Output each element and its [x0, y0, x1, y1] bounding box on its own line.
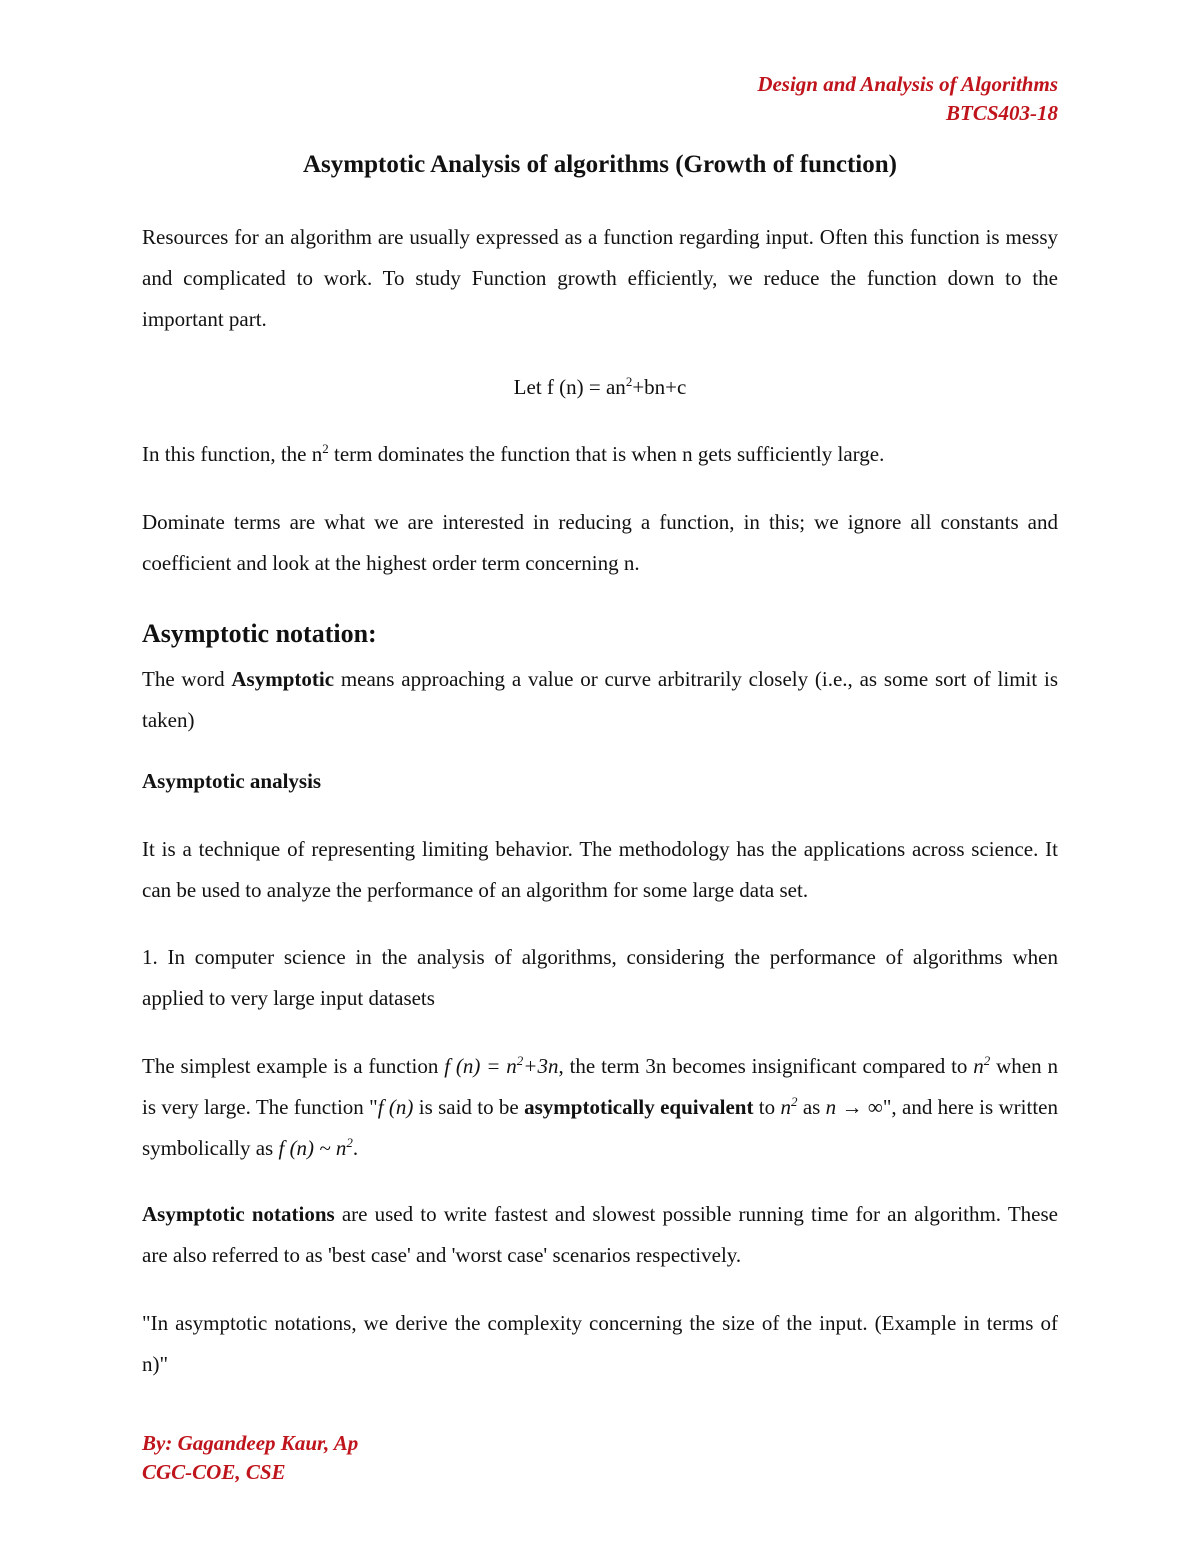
course-title: Design and Analysis of Algorithms: [757, 72, 1058, 96]
department: CGC-COE, CSE: [142, 1460, 286, 1484]
example-paragraph: The simplest example is a function f $(n) = n^2+3n$, the term 3n becomes insignificant compared to $n^2$ when n is very large. The function "f (n) is said to be asymptotically equivalent to $n^2$ as n → ∞", and here is written symbolically as f (n) ~ $n^2$.: [142, 1053, 1058, 1160]
notations-paragraph: Asymptotic notations are used to write fastest and slowest possible running time for an algorithm. These are also referred to as 'best case' and 'worst case' scenarios respectively.: [142, 1202, 1058, 1267]
intro-paragraph: Resources for an algorithm are usually expressed as a function regarding input. Often this function is messy and complicated to work. To study Function growth efficiently, we reduce the function down to the important part.: [142, 225, 1058, 331]
quote-paragraph: "In asymptotic notations, we derive the complexity concerning the size of the input. (Example in terms of n)": [142, 1311, 1058, 1376]
document-title: Asymptotic Analysis of algorithms (Growth of function): [303, 151, 897, 178]
subheading: Asymptotic analysis: [142, 769, 322, 793]
dominates-paragraph: In this function, the $n^2$ term dominates the function that is when n gets sufficiently large.: [142, 441, 885, 466]
section-heading: Asymptotic notation:: [142, 619, 377, 648]
course-code: BTCS403-18: [945, 101, 1058, 125]
author: By: Gagandeep Kaur, Ap: [142, 1431, 359, 1455]
technique-paragraph: It is a technique of representing limiting behavior. The methodology has the applications across science. It can be used to analyze the performance of an algorithm for some large data set.: [142, 837, 1058, 902]
equation: Let f $(n) = an^2+bn+c$: [513, 374, 687, 399]
page-footer: [142, 1429, 358, 1487]
definition-paragraph: The word Asymptotic means approaching a value or curve arbitrarily closely (i.e., as some sort of limit is taken): [142, 667, 1059, 732]
page-header: [757, 70, 1058, 128]
point-one-paragraph: 1. In computer science in the analysis of algorithms, considering the performance of algorithms when applied to very large input datasets: [142, 945, 1058, 1010]
dominate-terms-paragraph: Dominate terms are what we are interested in reducing a function, in this; we ignore all constants and coefficient and look at the highest order term concerning n.: [142, 510, 1058, 575]
